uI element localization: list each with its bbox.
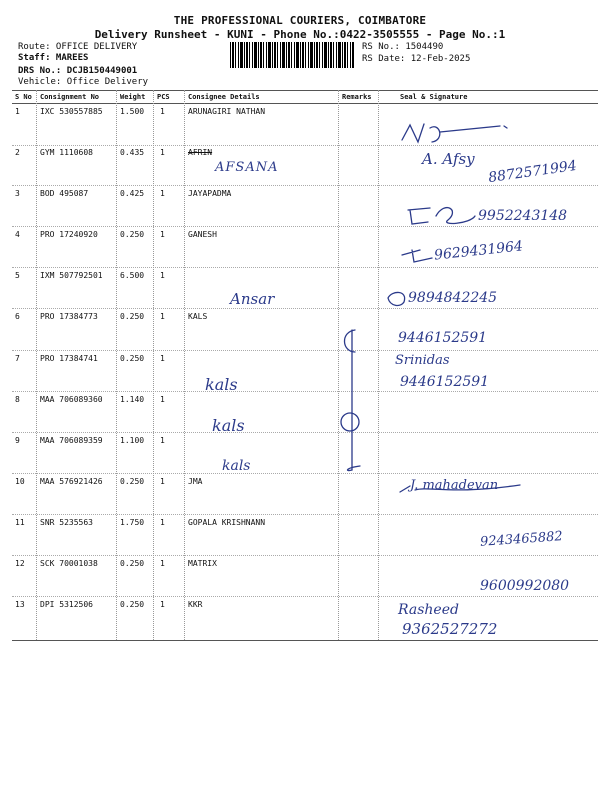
cell-pcs: 1 (160, 148, 165, 157)
cell-pcs: 1 (160, 312, 165, 321)
vehicle-label: Vehicle: Office Delivery (18, 77, 149, 87)
bracket-mark (344, 330, 355, 352)
route-label: Route: OFFICE DELIVERY (18, 42, 138, 52)
staff-label: Staff: MAREES (18, 53, 89, 63)
cell-pcs: 1 (160, 354, 165, 363)
cell-sno: 3 (15, 189, 20, 198)
cell-consignee: MATRIX (188, 559, 217, 568)
handwritten-kals-3: kals (222, 458, 251, 474)
cell-weight: 6.500 (120, 271, 145, 280)
cell-sno: 10 (15, 477, 25, 486)
signature-row5-scribble (388, 292, 405, 305)
cell-weight: 1.100 (120, 436, 145, 445)
bracket-curve (347, 466, 360, 471)
rs-date: RS Date: 12-Feb-2025 (362, 54, 471, 64)
handwritten-name-row13: Rasheed (398, 602, 459, 618)
cell-pcs: 1 (160, 436, 165, 445)
handwritten-phone-row7: 9446152591 (400, 374, 490, 390)
col-header-signature: Seal & Signature (400, 93, 468, 101)
cell-consignment: MAA 706089360 (40, 395, 103, 404)
signature-row4-scribble (402, 250, 432, 262)
cell-pcs: 1 (160, 518, 165, 527)
cell-sno: 5 (15, 271, 20, 280)
company-title: THE PROFESSIONAL COURIERS, COIMBATORE (173, 14, 427, 27)
cell-weight: 0.435 (120, 148, 145, 157)
handwritten-initials-row2: A. Afsy (422, 150, 475, 168)
drs-number: DRS No.: DCJB150449001 (18, 66, 138, 76)
cell-pcs: 1 (160, 107, 165, 116)
cell-pcs: 1 (160, 271, 165, 280)
handwritten-phone-row6: 9446152591 (398, 330, 488, 346)
cell-consignee: KKR (188, 600, 203, 609)
cell-consignment: MAA 576921426 (40, 477, 103, 486)
cell-pcs: 1 (160, 559, 165, 568)
cell-weight: 0.425 (120, 189, 145, 198)
cell-sno: 11 (15, 518, 25, 527)
cell-consignment: PRO 17240920 (40, 230, 98, 239)
cell-weight: 1.750 (120, 518, 145, 527)
cell-consignment: SCK 70001038 (40, 559, 98, 568)
handwritten-phone-row5: 9894842245 (408, 290, 498, 306)
cell-sno: 12 (15, 559, 25, 568)
handwritten-kals-2: kals (212, 416, 245, 435)
cell-consignment: PRO 17384773 (40, 312, 98, 321)
signature-row1 (402, 124, 507, 142)
cell-consignment: IXM 507792501 (40, 271, 103, 280)
handwritten-name-row7: Srinidas (395, 353, 450, 368)
cell-pcs: 1 (160, 600, 165, 609)
cell-sno: 8 (15, 395, 20, 404)
handwritten-phone-row11: 9243465882 (479, 529, 564, 550)
handwritten-phone-row13: 9362527272 (402, 620, 498, 638)
rs-number: RS No.: 1504490 (362, 42, 444, 52)
handwritten-name-row10: J. mahadevan (410, 478, 499, 493)
col-header-pcs: PCS (157, 93, 170, 101)
cell-sno: 7 (15, 354, 20, 363)
cell-consignment: DPI 5312506 (40, 600, 93, 609)
cell-sno: 2 (15, 148, 20, 157)
cell-weight: 0.250 (120, 559, 145, 568)
cell-consignment: IXC 530557885 (40, 107, 103, 116)
cell-weight: 0.250 (120, 477, 145, 486)
cell-weight: 0.250 (120, 230, 145, 239)
handwritten-ansar: Ansar (230, 290, 275, 308)
cell-consignment: SNR 5235563 (40, 518, 93, 527)
handwritten-phone-row3: 9952243148 (478, 208, 568, 224)
cell-consignment: BOD 495087 (40, 189, 89, 198)
cell-consignment: MAA 706089359 (40, 436, 103, 445)
cell-pcs: 1 (160, 395, 165, 404)
circle-mark (341, 413, 359, 431)
cell-weight: 0.250 (120, 354, 145, 363)
cell-weight: 1.500 (120, 107, 145, 116)
cell-weight: 0.250 (120, 600, 145, 609)
cell-sno: 6 (15, 312, 20, 321)
cell-consignee: JAYAPADMA (188, 189, 232, 198)
col-header-sno: S No (15, 93, 32, 101)
cell-sno: 13 (15, 600, 25, 609)
cell-consignee: GANESH (188, 230, 217, 239)
runsheet-title: Delivery Runsheet - KUNI - Phone No.:0422-3505555 - Page No.:1 (94, 28, 506, 41)
col-header-weight: Weight (120, 93, 146, 101)
signature-row3-loop (408, 208, 475, 224)
cell-sno: 4 (15, 230, 20, 239)
handwritten-kals-1: kals (205, 375, 238, 394)
cell-consignment: GYM 1110608 (40, 148, 93, 157)
col-header-remarks: Remarks (342, 93, 372, 101)
cell-consignee: GOPALA KRISHNANN (188, 518, 266, 527)
cell-sno: 9 (15, 436, 20, 445)
cell-consignee: KALS (188, 312, 208, 321)
cell-consignee: JMA (188, 477, 203, 486)
cell-pcs: 1 (160, 477, 165, 486)
cell-pcs: 1 (160, 230, 165, 239)
handwritten-phone-row12: 9600992080 (480, 578, 570, 594)
col-header-consignment: Consignment No (40, 93, 100, 101)
cell-weight: 1.140 (120, 395, 145, 404)
cell-pcs: 1 (160, 189, 165, 198)
cell-consignee: ARUNAGIRI NATHAN (188, 107, 266, 116)
handwritten-phone-row4: 9629431964 (433, 238, 524, 264)
cell-weight: 0.250 (120, 312, 145, 321)
col-header-consignee: Consignee Details (188, 93, 260, 101)
handwritten-afsana: AFSANA (215, 160, 279, 175)
cell-sno: 1 (15, 107, 20, 116)
handwritten-phone-row2: 8872571994 (487, 157, 578, 187)
cell-consignment: PRO 17384741 (40, 354, 98, 363)
cell-consignee: AFRIN (188, 148, 213, 157)
